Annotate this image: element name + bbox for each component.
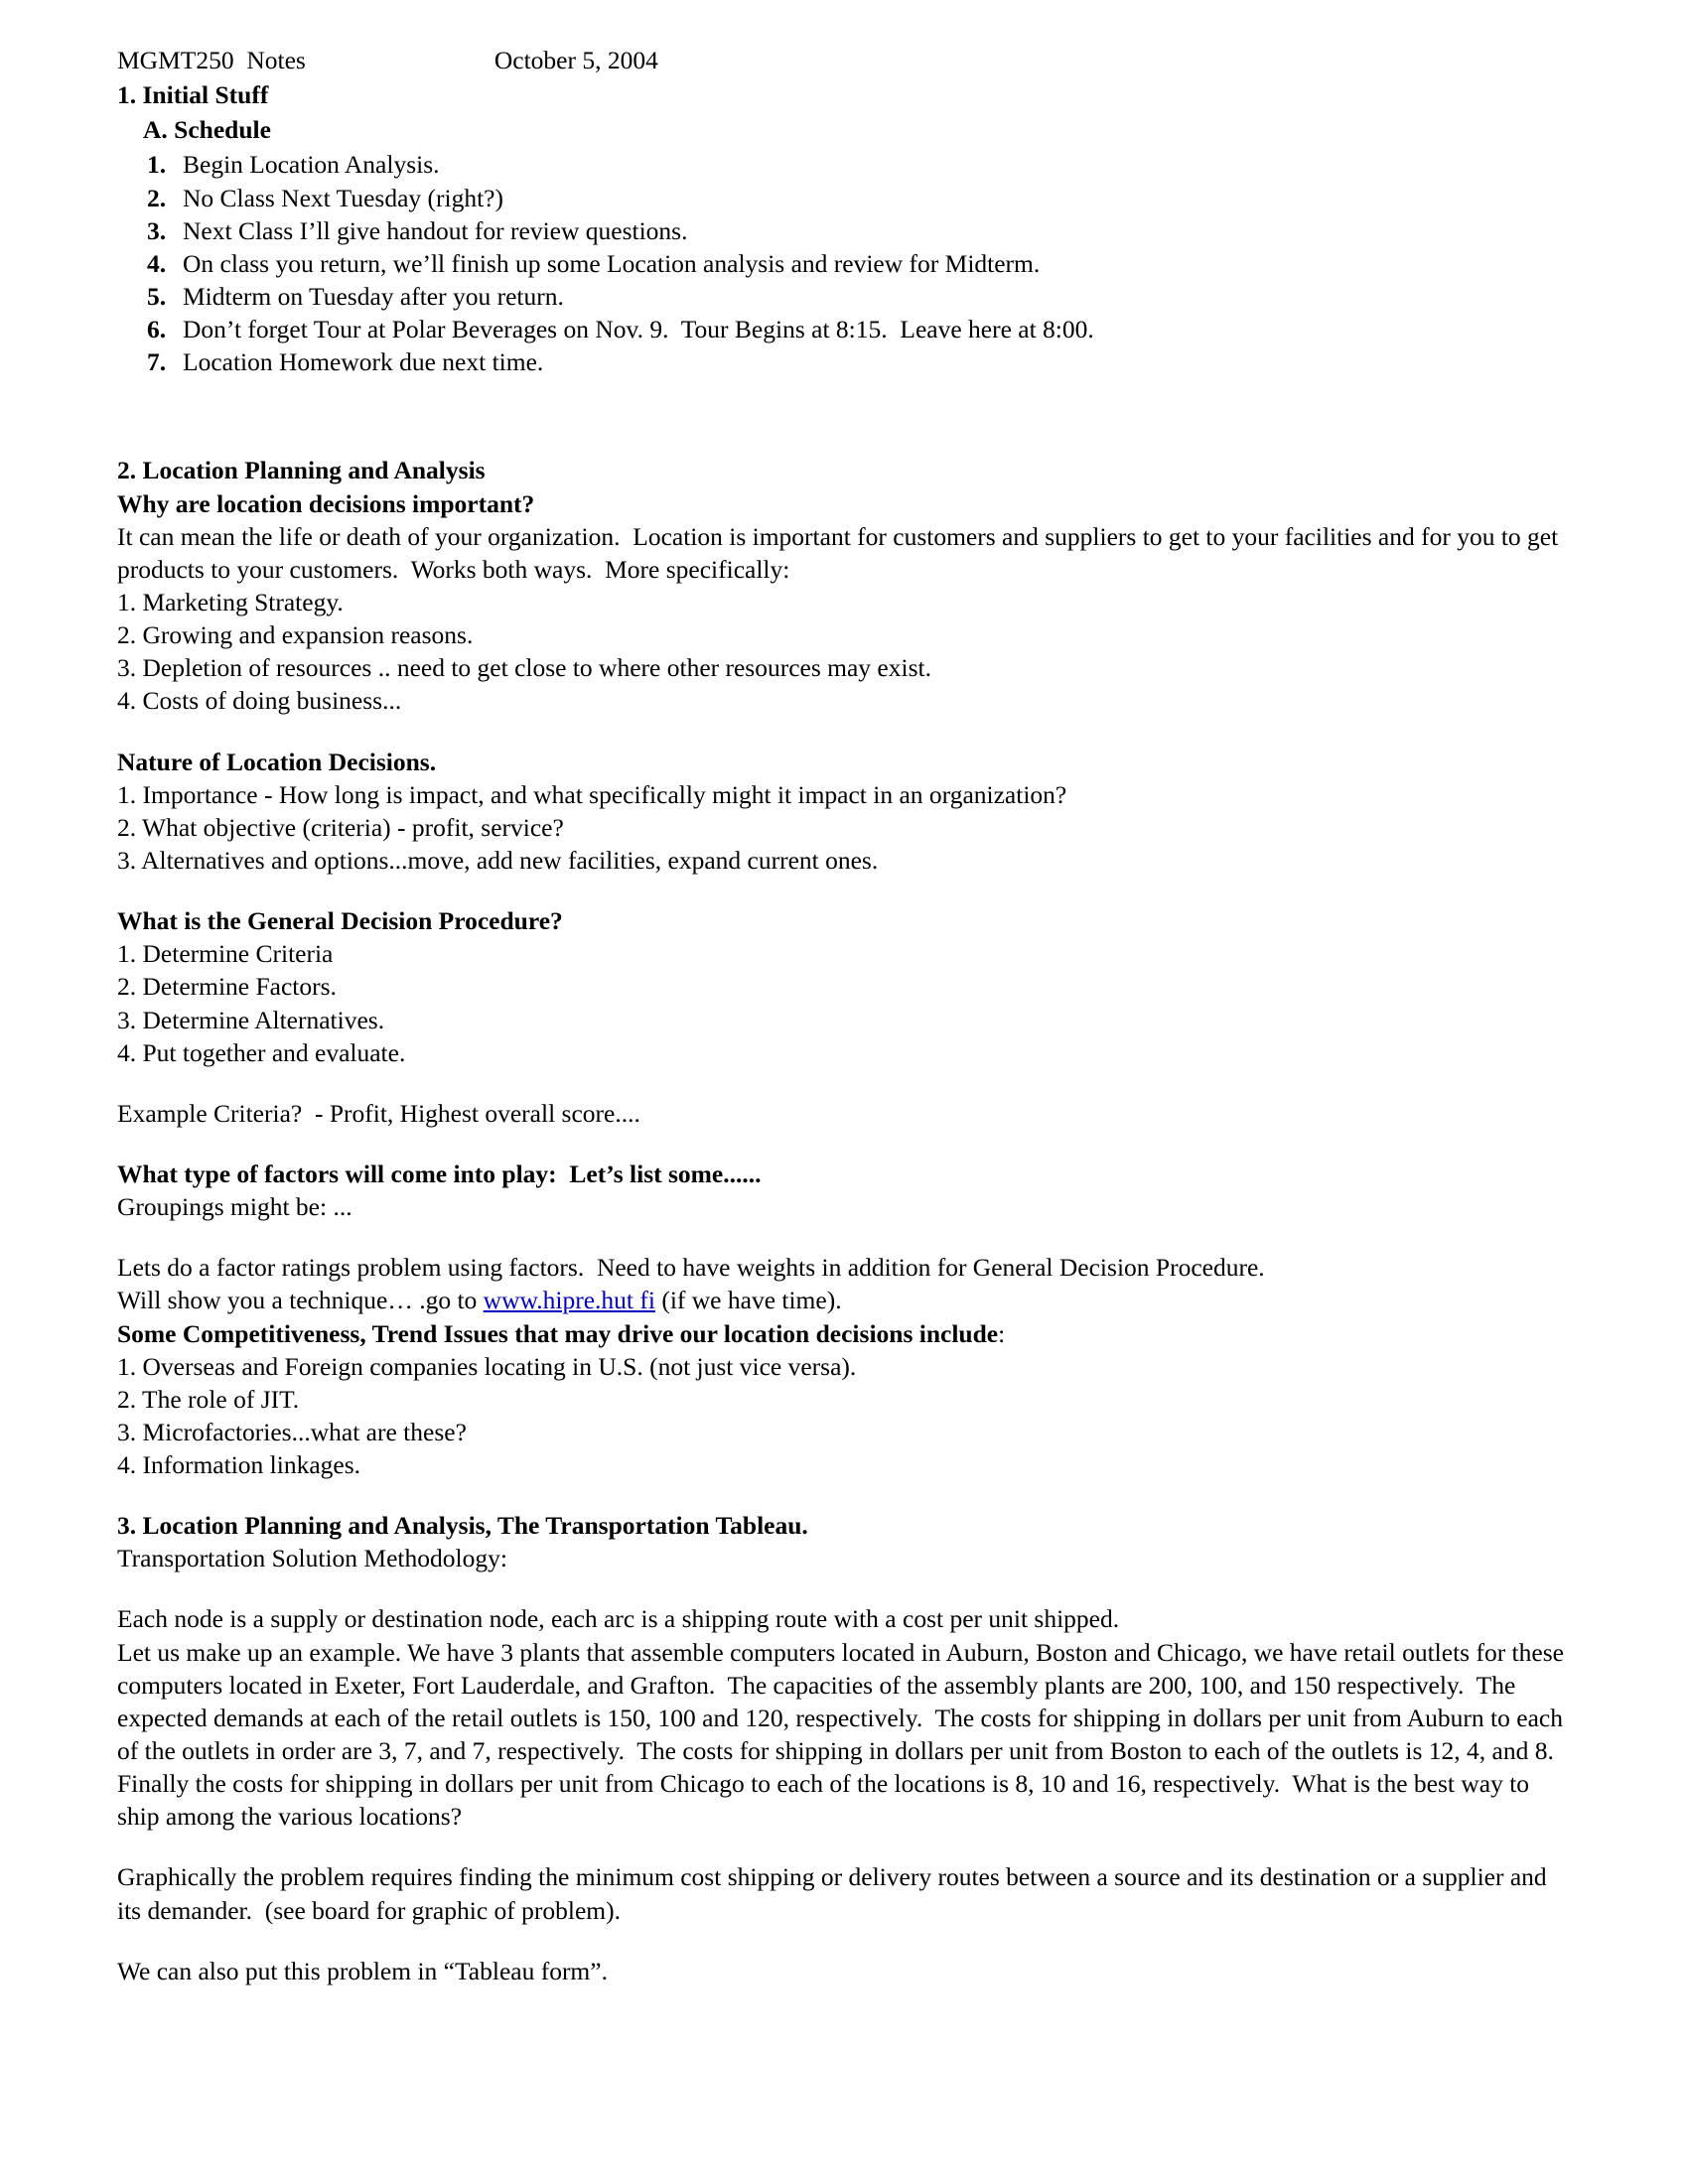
list-item-number: 1. bbox=[147, 150, 167, 180]
graphical-paragraph: Graphically the problem requires finding the minimum cost shipping or delivery routes between a source and its destination or a supplier and its demander. (see board for graphic of problem). bbox=[117, 1862, 1554, 1925]
document-header bbox=[117, 44, 1577, 76]
spacer bbox=[117, 1833, 1577, 1860]
spacer bbox=[117, 378, 1577, 454]
procedure-list-item: 3. Determine Alternatives. bbox=[117, 1005, 385, 1034]
competitiveness-heading: Some Competitiveness, Trend Issues that may drive our location decisions include bbox=[117, 1318, 999, 1348]
spacer bbox=[117, 1069, 1577, 1097]
example-criteria-text: Example Criteria? - Profit, Highest overall score.... bbox=[117, 1098, 640, 1128]
competitiveness-list-item: 2. The role of JIT. bbox=[117, 1384, 300, 1414]
nature-list-item: 1. Importance - How long is impact, and what specifically might it impact in an organization? bbox=[117, 779, 1067, 809]
list-item-label: Location Homework due next time. bbox=[183, 347, 544, 377]
list-item bbox=[117, 214, 1577, 247]
list-item bbox=[117, 313, 1577, 345]
document-body bbox=[117, 44, 1577, 1987]
factor-ratings-text: Lets do a factor ratings problem using factors. Need to have weights in addition for General Decision Procedure. bbox=[117, 1253, 1265, 1283]
factors-heading: What type of factors will come into play: Let’s list some...... bbox=[117, 1159, 762, 1188]
list-item-number: 3. bbox=[147, 215, 167, 245]
why-location-heading: Why are location decisions important? bbox=[117, 488, 535, 518]
procedure-list-item: 2. Determine Factors. bbox=[117, 972, 337, 1002]
why-list-item: 1. Marketing Strategy. bbox=[117, 587, 344, 616]
list-item-number: 6. bbox=[147, 315, 167, 344]
why-list-item: 2. Growing and expansion reasons. bbox=[117, 620, 474, 650]
why-list-item: 3. Depletion of resources .. need to get close to where other resources may exist. bbox=[117, 653, 931, 683]
spacer bbox=[117, 1574, 1577, 1602]
methodology-text: Transportation Solution Methodology: bbox=[117, 1544, 507, 1573]
groupings-text: Groupings might be: ... bbox=[117, 1192, 352, 1222]
spacer bbox=[117, 1927, 1577, 1955]
spacer bbox=[117, 1481, 1577, 1509]
why-location-body: It can mean the life or death of your organization. Location is important for customers and suppliers to get to your facilities and for you to get products to your customers. Works both ways. More specifically: bbox=[117, 521, 1565, 584]
competitiveness-colon: : bbox=[998, 1318, 1006, 1348]
procedure-list-item: 4. Put together and evaluate. bbox=[117, 1037, 406, 1067]
spacer bbox=[117, 877, 1577, 904]
spacer bbox=[117, 1223, 1577, 1251]
section-3-heading: 3. Location Planning and Analysis, The Transportation Tableau. bbox=[117, 1511, 808, 1541]
spacer bbox=[117, 1130, 1577, 1158]
list-item-number: 2. bbox=[147, 183, 167, 212]
competitiveness-heading-line bbox=[117, 1317, 1577, 1350]
example-paragraph: Let us make up an example. We have 3 plants that assemble computers located in Auburn, Boston and Chicago, we have retail outlets for these computers located in Exeter, Fort Lauderdale, and Grafton. The capacities of the assembly plants are 200, 100, and 150 respectively. The expected demands at each of the retail outlets is 150, 100 and 120, respectively. The costs for shipping in dollars per unit from Auburn to each of the outlets in order are 3, 7, and 7, respectively. The costs for shipping in dollars per unit from Boston to each of the outlets is 12, 4, and 8. Finally the costs for shipping in dollars per unit from Chicago to each of the locations is 8, 10 and 16, respectively. What is the best way to ship among the various locations? bbox=[117, 1637, 1571, 1832]
section-1-subheading: A. Schedule bbox=[143, 115, 271, 145]
competitiveness-list-item: 4. Information linkages. bbox=[117, 1450, 361, 1480]
spacer bbox=[117, 718, 1577, 746]
technique-line bbox=[117, 1284, 1577, 1316]
list-item-number: 5. bbox=[147, 281, 167, 311]
list-item-label: On class you return, we’ll finish up some Location analysis and review for Midterm. bbox=[183, 248, 1041, 278]
nature-heading: Nature of Location Decisions. bbox=[117, 747, 437, 776]
tableau-paragraph: We can also put this problem in “Tableau form”. bbox=[117, 1956, 608, 1985]
hipre-hut-link[interactable]: www.hipre.hut fi bbox=[483, 1286, 655, 1315]
list-item bbox=[117, 247, 1577, 280]
list-item-number: 4. bbox=[147, 248, 167, 278]
list-item bbox=[117, 182, 1577, 214]
list-item bbox=[117, 148, 1577, 181]
list-item-label: No Class Next Tuesday (right?) bbox=[183, 183, 503, 212]
why-list-item: 4. Costs of doing business... bbox=[117, 686, 402, 716]
list-item-number: 7. bbox=[147, 347, 167, 377]
list-item bbox=[117, 345, 1577, 378]
section-2-heading: 2. Location Planning and Analysis bbox=[117, 456, 486, 485]
technique-suffix: (if we have time). bbox=[654, 1286, 842, 1315]
section-1-heading: 1. Initial Stuff bbox=[117, 80, 269, 110]
schedule-list bbox=[117, 148, 1577, 378]
technique-prefix: Will show you a technique… .go to bbox=[117, 1286, 484, 1315]
nature-list-item: 2. What objective (criteria) - profit, service? bbox=[117, 812, 564, 842]
list-item-label: Don’t forget Tour at Polar Beverages on Nov. 9. Tour Begins at 8:15. Leave here at 8:00. bbox=[183, 315, 1094, 344]
procedure-list-item: 1. Determine Criteria bbox=[117, 939, 334, 969]
competitiveness-list-item: 3. Microfactories...what are these? bbox=[117, 1417, 467, 1446]
course-title: MGMT250 Notes bbox=[117, 46, 306, 74]
nature-list-item: 3. Alternatives and options...move, add new facilities, expand current ones. bbox=[117, 845, 879, 875]
list-item bbox=[117, 280, 1577, 313]
list-item-label: Midterm on Tuesday after you return. bbox=[183, 281, 564, 311]
document-date: October 5, 2004 bbox=[493, 46, 658, 74]
procedure-heading: What is the General Decision Procedure? bbox=[117, 906, 563, 936]
list-item-label: Next Class I’ll give handout for review questions. bbox=[183, 215, 688, 245]
node-paragraph: Each node is a supply or destination node, each arc is a shipping route with a cost per unit shipped. bbox=[117, 1604, 1120, 1634]
competitiveness-list-item: 1. Overseas and Foreign companies locating in U.S. (not just vice versa). bbox=[117, 1351, 857, 1381]
list-item-label: Begin Location Analysis. bbox=[183, 150, 440, 180]
